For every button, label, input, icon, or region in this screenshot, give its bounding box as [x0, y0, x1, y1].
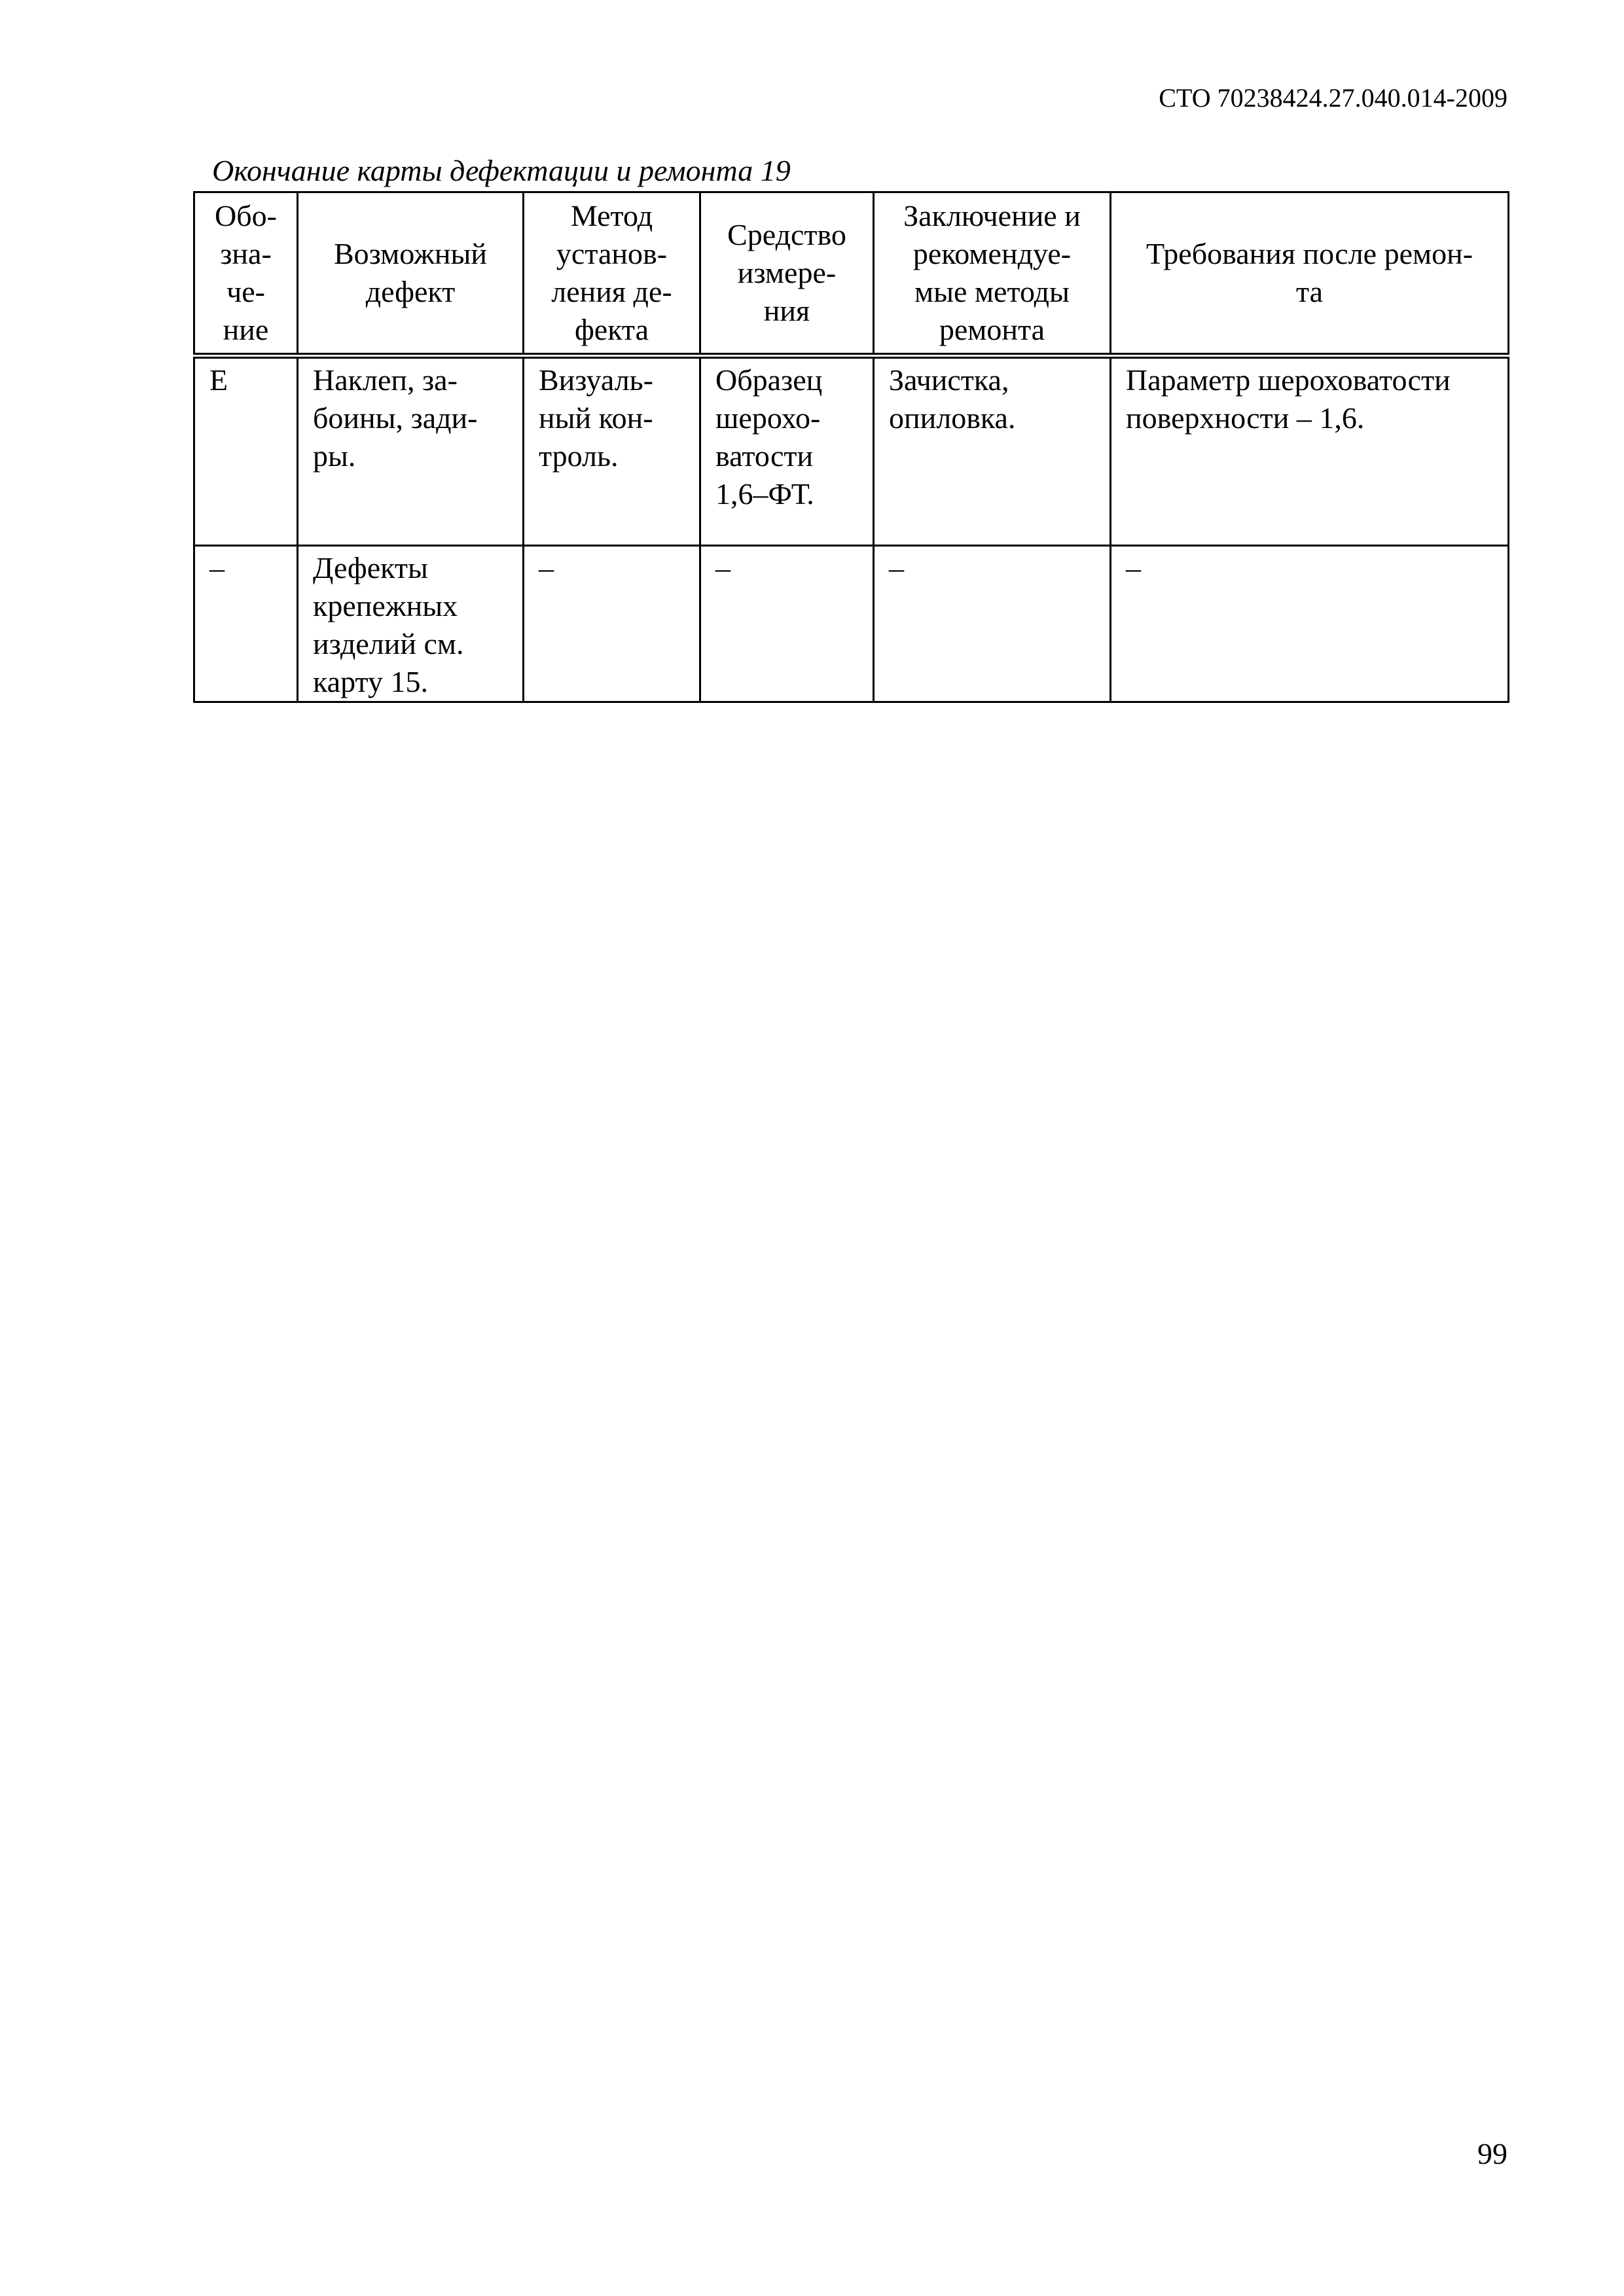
column-header-designation: Обо- зна- че- ние — [194, 192, 298, 356]
table-cell: Визуаль- ный кон- троль. — [524, 356, 700, 546]
table-cell: – — [524, 546, 700, 702]
table-cell: – — [874, 546, 1111, 702]
column-header-detection-method: Метод установ- ления де- фекта — [524, 192, 700, 356]
table-cell: Дефекты крепежных изделий см. карту 15. — [298, 546, 524, 702]
column-header-measuring-tool: Средство измере- ния — [700, 192, 874, 356]
table-row — [194, 356, 1509, 546]
table-header-row — [194, 192, 1509, 356]
table-cell: Наклеп, за- боины, зади- ры. — [298, 356, 524, 546]
table-cell: Образец шерохо- ватости 1,6–ФТ. — [700, 356, 874, 546]
defect-repair-table — [193, 191, 1509, 703]
table-caption: Окончание карты дефектации и ремонта 19 — [212, 154, 791, 187]
document-code: СТО 70238424.27.040.014-2009 — [1159, 83, 1507, 113]
table-cell: – — [1111, 546, 1509, 702]
column-header-post-repair-requirements: Требования после ремон- та — [1111, 192, 1509, 356]
column-header-conclusion-repair-methods: Заключение и рекомендуе- мые методы ремонта — [874, 192, 1111, 356]
table-cell: Е — [194, 356, 298, 546]
table-row — [194, 546, 1509, 702]
table-cell: Параметр шероховатости поверхности – 1,6. — [1111, 356, 1509, 546]
table-cell: – — [194, 546, 298, 702]
table-cell: – — [700, 546, 874, 702]
column-header-possible-defect: Возможный дефект — [298, 192, 524, 356]
page-number: 99 — [1477, 2137, 1507, 2170]
table-cell: Зачистка, опиловка. — [874, 356, 1111, 546]
